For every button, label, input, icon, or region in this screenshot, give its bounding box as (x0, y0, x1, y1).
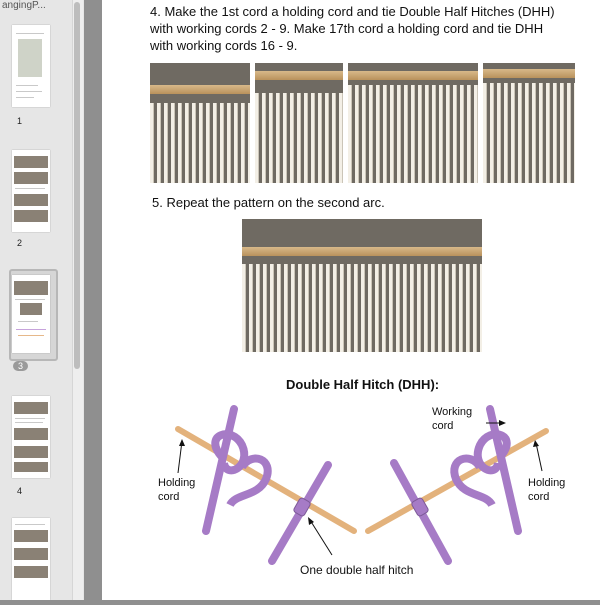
page-thumbnail-1[interactable] (12, 25, 50, 107)
label-holding-right-1: Holding (528, 477, 566, 489)
page-number-2: 2 (17, 238, 23, 248)
page-number-4: 4 (17, 486, 23, 496)
step-4-line-1: 4. Make the 1st cord a holding cord and tie Double Half Hitches (DHH) (150, 4, 555, 19)
page-number-1: 1 (17, 116, 23, 126)
step-4-line-2: with working cords 2 - 9. Make 17th cord a holding cord and tie DHH (150, 21, 544, 36)
sidebar-scrollbar-thumb[interactable] (74, 2, 80, 369)
diagram-title: Double Half Hitch (DHH): (286, 377, 440, 392)
page-thumbnail-2[interactable] (12, 150, 50, 232)
pointer-double-hitch-head (308, 517, 314, 525)
viewer-gutter (84, 0, 102, 600)
step-4-photo-4 (483, 63, 575, 183)
label-one-double-half-hitch: One double half hitch (300, 563, 414, 577)
step-5-text: 5. Repeat the pattern on the second arc. (152, 195, 385, 210)
pointer-working-head (499, 420, 506, 426)
label-holding-left-2: cord (158, 491, 180, 503)
page-number-3: 3 (13, 361, 28, 371)
step-4-photo-2 (255, 63, 343, 183)
page-thumbnail-3[interactable] (12, 275, 50, 353)
step-4-line-3: with working cords 16 - 9. (150, 38, 298, 53)
label-working-cord-2: cord (432, 420, 454, 432)
pointer-holding-left-head (179, 439, 185, 446)
pointer-double-hitch (310, 520, 332, 555)
label-working-cord-1: Working (432, 406, 473, 418)
step-5-photo (242, 219, 482, 352)
document-page (102, 0, 600, 600)
label-holding-right-2: cord (528, 491, 550, 503)
label-holding-left-1: Holding (158, 477, 196, 489)
pointer-holding-right (536, 443, 542, 471)
step-4-photo-1 (150, 63, 250, 183)
document-title: angingP... (2, 0, 46, 11)
step-4-photo-3 (348, 63, 478, 183)
page-thumbnail-4[interactable] (12, 396, 50, 478)
page-thumbnail-5[interactable] (12, 518, 50, 600)
